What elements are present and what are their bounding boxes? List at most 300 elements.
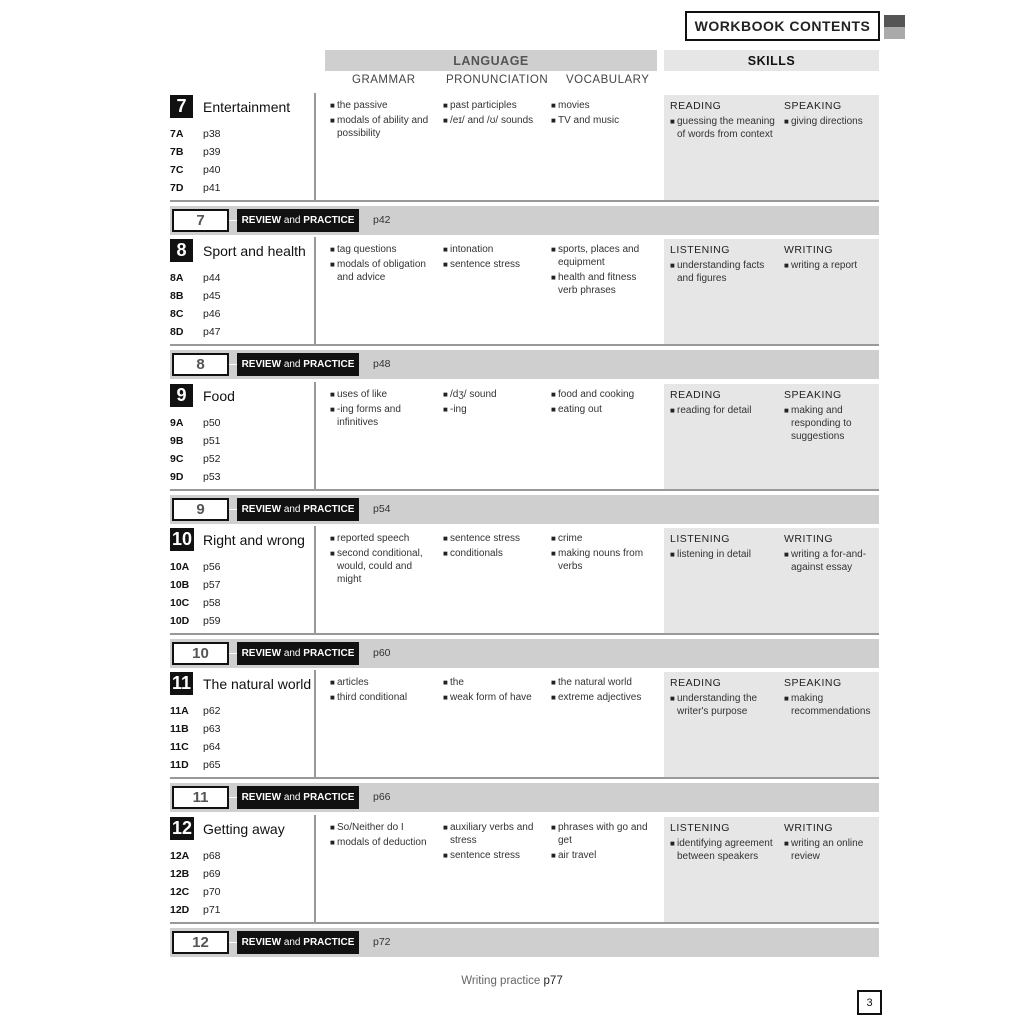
skill-name: WRITING: [784, 533, 833, 545]
review-bar: [170, 350, 879, 379]
skill-two: [784, 100, 874, 130]
vocabulary-item: [551, 99, 651, 112]
bullet-icon: ■: [443, 693, 448, 702]
review-practice-label[interactable]: [237, 209, 359, 232]
practice-word: PRACTICE: [303, 504, 355, 515]
review-word: REVIEW: [241, 359, 282, 370]
lesson-page: p65: [203, 759, 221, 771]
bullet-icon: ■: [443, 534, 448, 543]
skill-name: SPEAKING: [784, 100, 842, 112]
skill-name: READING: [670, 677, 722, 689]
lesson-row[interactable]: [170, 594, 221, 612]
skill-name: READING: [670, 100, 722, 112]
pronunciation-column: [443, 99, 543, 129]
review-bar: [170, 639, 879, 668]
skills-panel: [664, 95, 879, 200]
review-page: p66: [373, 791, 391, 803]
skill-item: [670, 115, 778, 141]
review-bar: [170, 206, 879, 235]
skill-text: making and responding to suggestions: [791, 405, 852, 442]
bullet-icon: ■: [330, 245, 335, 254]
vocabulary-item: [551, 821, 651, 847]
lesson-list: [170, 847, 221, 919]
lesson-row[interactable]: [170, 720, 221, 738]
lesson-code: 7C: [170, 164, 184, 176]
lesson-code: 7D: [170, 182, 184, 194]
lesson-row[interactable]: [170, 901, 221, 919]
pronunciation-item: [443, 691, 543, 704]
grammar-column: [330, 532, 435, 588]
skills-panel: [664, 672, 879, 777]
bullet-icon: ■: [443, 245, 448, 254]
lesson-code: 8B: [170, 290, 184, 302]
grammar-item: [330, 547, 435, 586]
bullet-icon: ■: [443, 678, 448, 687]
grammar-item: [330, 388, 435, 401]
practice-word: PRACTICE: [303, 648, 355, 659]
footer: [0, 975, 1024, 987]
practice-word: PRACTICE: [303, 937, 355, 948]
bullet-icon: ■: [551, 549, 556, 558]
unit-left-column: [170, 526, 316, 633]
pronunciation-item: [443, 676, 543, 689]
lesson-page: p38: [203, 128, 221, 140]
grammar-text: So/Neither do I: [337, 822, 404, 833]
grammar-column: [330, 388, 435, 431]
lesson-page: p44: [203, 272, 221, 284]
lesson-page: p58: [203, 597, 221, 609]
bullet-icon: ■: [670, 839, 675, 848]
vocabulary-item: [551, 271, 651, 297]
lesson-page: p41: [203, 182, 221, 194]
review-bar: [170, 928, 879, 957]
pronunciation-text: sentence stress: [450, 533, 521, 544]
skill-text: writing a report: [791, 260, 858, 271]
pronunciation-text: the: [450, 677, 464, 688]
skills-panel: [664, 239, 879, 344]
bullet-icon: ■: [443, 101, 448, 110]
review-unit-number: 11: [172, 786, 229, 809]
lesson-list: [170, 125, 221, 197]
pronunciation-text: /eɪ/ and /ʊ/ sounds: [450, 115, 534, 126]
vocabulary-text: eating out: [558, 404, 602, 415]
unit-left-column: [170, 382, 316, 489]
lesson-code: 10C: [170, 597, 190, 609]
vocabulary-item: [551, 114, 651, 127]
lesson-page: p51: [203, 435, 221, 447]
lesson-page: p56: [203, 561, 221, 573]
skill-item: [670, 692, 778, 718]
lesson-row[interactable]: [170, 125, 221, 143]
lesson-row[interactable]: [170, 738, 221, 756]
vocabulary-header: VOCABULARY: [566, 74, 650, 86]
pronunciation-text: past participles: [450, 100, 517, 111]
grammar-text: -ing forms and infinitives: [337, 404, 401, 428]
skill-one: [670, 100, 778, 143]
bullet-icon: ■: [443, 549, 448, 558]
footer-page: p77: [543, 975, 563, 987]
grammar-column: [330, 243, 435, 286]
review-bar: [170, 495, 879, 524]
skill-name: LISTENING: [670, 533, 730, 545]
bullet-icon: ■: [670, 406, 675, 415]
skills-panel: [664, 817, 879, 922]
vocabulary-text: air travel: [558, 850, 597, 861]
lesson-page: p69: [203, 868, 221, 880]
skill-item: [670, 548, 778, 561]
lesson-code: 11C: [170, 741, 189, 753]
bullet-icon: ■: [784, 406, 789, 415]
bullet-icon: ■: [330, 678, 335, 687]
lesson-row[interactable]: [170, 269, 221, 287]
grammar-item: [330, 403, 435, 429]
lesson-row[interactable]: [170, 450, 221, 468]
title-tab-dark: [884, 15, 905, 27]
review-page: p42: [373, 214, 391, 226]
bullet-icon: ■: [443, 390, 448, 399]
bullet-icon: ■: [443, 405, 448, 414]
lesson-row[interactable]: [170, 432, 221, 450]
unit-block: [170, 815, 879, 924]
skill-text: understanding facts and figures: [677, 260, 765, 284]
review-word: REVIEW: [241, 648, 282, 659]
skill-one: [670, 533, 778, 563]
bullet-icon: ■: [784, 550, 789, 559]
bullet-icon: ■: [551, 245, 556, 254]
bullet-icon: ■: [330, 534, 335, 543]
unit-block: [170, 237, 879, 346]
vocabulary-text: making nouns from verbs: [558, 548, 644, 572]
lesson-code: 10B: [170, 579, 190, 591]
unit-title: Getting away: [203, 821, 285, 837]
title-tab-light: [884, 27, 905, 39]
grammar-text: modals of ability and possibility: [337, 115, 429, 139]
pronunciation-column: [443, 532, 543, 562]
lesson-page: p71: [203, 904, 221, 916]
skill-name: SPEAKING: [784, 677, 842, 689]
pronunciation-item: [443, 532, 543, 545]
lesson-code: 9D: [170, 471, 184, 483]
lesson-page: p52: [203, 453, 221, 465]
lesson-page: p40: [203, 164, 221, 176]
lesson-page: p46: [203, 308, 221, 320]
unit-title: The natural world: [203, 676, 312, 692]
review-page: p48: [373, 358, 391, 370]
lesson-list: [170, 269, 221, 341]
skill-name: SPEAKING: [784, 389, 842, 401]
skill-name: WRITING: [784, 822, 833, 834]
pronunciation-text: weak form of have: [450, 692, 532, 703]
grammar-item: [330, 532, 435, 545]
bullet-icon: ■: [330, 693, 335, 702]
and-word: and: [283, 937, 301, 948]
lesson-page: p70: [203, 886, 221, 898]
skill-text: writing an online review: [791, 838, 864, 862]
grammar-column: [330, 676, 435, 706]
lesson-row[interactable]: [170, 179, 221, 197]
unit-title: Right and wrong: [203, 532, 305, 548]
lesson-code: 12A: [170, 850, 190, 862]
lesson-row[interactable]: [170, 847, 221, 865]
vocabulary-item: [551, 849, 651, 862]
vocabulary-text: phrases with go and get: [558, 822, 648, 846]
grammar-column: [330, 821, 435, 851]
grammar-item: [330, 836, 435, 849]
skill-item: [784, 548, 874, 574]
lesson-page: p62: [203, 705, 221, 717]
pronunciation-column: [443, 388, 543, 418]
lesson-row[interactable]: [170, 143, 221, 161]
lesson-code: 7B: [170, 146, 184, 158]
grammar-column: [330, 99, 435, 142]
lesson-code: 8A: [170, 272, 184, 284]
grammar-text: modals of obligation and advice: [337, 259, 426, 283]
grammar-text: the passive: [337, 100, 388, 111]
lesson-code: 9A: [170, 417, 184, 429]
footer-text: Writing practice: [461, 975, 541, 987]
review-word: REVIEW: [241, 504, 282, 515]
lesson-row[interactable]: [170, 702, 221, 720]
bullet-icon: ■: [784, 839, 789, 848]
lesson-page: p53: [203, 471, 221, 483]
review-practice-label[interactable]: [237, 642, 359, 665]
lesson-page: p68: [203, 850, 221, 862]
vocabulary-text: health and fitness verb phrases: [558, 272, 637, 296]
lesson-row[interactable]: [170, 305, 221, 323]
grammar-item: [330, 676, 435, 689]
page-number: 3: [857, 990, 882, 1015]
lesson-row[interactable]: [170, 612, 221, 630]
lesson-row[interactable]: [170, 576, 221, 594]
bullet-icon: ■: [330, 260, 335, 269]
pronunciation-column: [443, 243, 543, 273]
and-word: and: [283, 359, 301, 370]
lesson-code: 10D: [170, 615, 190, 627]
bullet-icon: ■: [670, 550, 675, 559]
skill-item: [670, 404, 778, 417]
review-practice-label[interactable]: [237, 353, 359, 376]
vocabulary-item: [551, 403, 651, 416]
bullet-icon: ■: [551, 693, 556, 702]
review-unit-number: 7: [172, 209, 229, 232]
bullet-icon: ■: [443, 116, 448, 125]
lesson-code: 9B: [170, 435, 184, 447]
pronunciation-text: intonation: [450, 244, 494, 255]
skills-header: SKILLS: [664, 50, 879, 71]
lesson-code: 11B: [170, 723, 189, 735]
bullet-icon: ■: [670, 261, 675, 270]
vocabulary-column: [551, 676, 651, 706]
lesson-code: 8D: [170, 326, 184, 338]
review-practice-label[interactable]: [237, 786, 359, 809]
pronunciation-item: [443, 258, 543, 271]
lesson-row[interactable]: [170, 323, 221, 341]
grammar-text: uses of like: [337, 389, 388, 400]
bullet-icon: ■: [330, 101, 335, 110]
grammar-item: [330, 243, 435, 256]
bullet-icon: ■: [670, 117, 675, 126]
and-word: and: [283, 648, 301, 659]
unit-left-column: [170, 237, 316, 344]
unit-number: 7: [170, 95, 193, 118]
review-unit-number: 10: [172, 642, 229, 665]
lesson-row[interactable]: [170, 883, 221, 901]
unit-title: Sport and health: [203, 243, 306, 259]
grammar-item: [330, 114, 435, 140]
vocabulary-column: [551, 388, 651, 418]
unit-number: 9: [170, 384, 193, 407]
pronunciation-text: -ing: [450, 404, 467, 415]
bullet-icon: ■: [784, 117, 789, 126]
grammar-item: [330, 691, 435, 704]
skill-two: [784, 244, 874, 274]
unit-number: 11: [172, 673, 192, 693]
lesson-code: 9C: [170, 453, 184, 465]
practice-word: PRACTICE: [303, 792, 355, 803]
bullet-icon: ■: [330, 116, 335, 125]
vocabulary-column: [551, 99, 651, 129]
lesson-code: 7A: [170, 128, 184, 140]
vocabulary-item: [551, 691, 651, 704]
unit-title: Food: [203, 388, 235, 404]
skill-two: [784, 389, 874, 445]
unit-title: Entertainment: [203, 99, 291, 115]
unit-number: 12: [172, 818, 193, 838]
skill-two: [784, 822, 874, 865]
skill-text: writing a for-and-against essay: [791, 549, 867, 573]
review-bar: [170, 783, 879, 812]
lesson-page: p59: [203, 615, 221, 627]
lesson-row[interactable]: [170, 161, 221, 179]
skill-text: identifying agreement between speakers: [677, 838, 773, 862]
grammar-text: second conditional, would, could and might: [337, 548, 423, 585]
grammar-item: [330, 258, 435, 284]
skill-name: LISTENING: [670, 244, 730, 256]
skill-text: understanding the writer's purpose: [677, 693, 758, 717]
lesson-row[interactable]: [170, 414, 221, 432]
lesson-row[interactable]: [170, 558, 221, 576]
pronunciation-text: conditionals: [450, 548, 503, 559]
bullet-icon: ■: [330, 838, 335, 847]
lesson-page: p57: [203, 579, 221, 591]
vocabulary-text: food and cooking: [558, 389, 635, 400]
skill-one: [670, 244, 778, 287]
pronunciation-column: [443, 676, 543, 706]
review-practice-label[interactable]: [237, 931, 359, 954]
pronunciation-text: /dʒ/ sound: [450, 389, 497, 400]
pronunciation-item: [443, 99, 543, 112]
lesson-row[interactable]: [170, 756, 221, 774]
lesson-list: [170, 558, 221, 630]
lesson-page: p45: [203, 290, 221, 302]
bullet-icon: ■: [551, 390, 556, 399]
grammar-text: modals of deduction: [337, 837, 427, 848]
lesson-code: 10A: [170, 561, 190, 573]
lesson-list: [170, 414, 221, 486]
bullet-icon: ■: [551, 678, 556, 687]
skill-item: [670, 259, 778, 285]
unit-left-column: [170, 815, 316, 922]
vocabulary-column: [551, 243, 651, 299]
skill-text: guessing the meaning of words from context: [677, 116, 775, 140]
lesson-page: p39: [203, 146, 221, 158]
lesson-row[interactable]: [170, 865, 221, 883]
language-header: LANGUAGE: [325, 50, 657, 71]
review-page: p54: [373, 503, 391, 515]
lesson-row[interactable]: [170, 468, 221, 486]
pronunciation-item: [443, 114, 543, 127]
pronunciation-item: [443, 388, 543, 401]
bullet-icon: ■: [443, 851, 448, 860]
skill-name: READING: [670, 389, 722, 401]
practice-word: PRACTICE: [303, 359, 355, 370]
grammar-text: tag questions: [337, 244, 397, 255]
pronunciation-item: [443, 547, 543, 560]
pronunciation-header: PRONUNCIATION: [446, 74, 549, 86]
lesson-page: p50: [203, 417, 221, 429]
skill-two: [784, 677, 874, 720]
lesson-code: 11D: [170, 759, 189, 771]
grammar-item: [330, 821, 435, 834]
pronunciation-item: [443, 821, 543, 847]
bullet-icon: ■: [551, 273, 556, 282]
vocabulary-text: sports, places and equipment: [558, 244, 640, 268]
bullet-icon: ■: [670, 694, 675, 703]
review-page: p60: [373, 647, 391, 659]
bullet-icon: ■: [443, 823, 448, 832]
skill-item: [784, 404, 874, 443]
skill-text: reading for detail: [677, 405, 752, 416]
bullet-icon: ■: [551, 534, 556, 543]
pronunciation-item: [443, 403, 543, 416]
pronunciation-column: [443, 821, 543, 864]
unit-block: [170, 526, 879, 635]
vocabulary-text: TV and music: [558, 115, 620, 126]
bullet-icon: ■: [551, 851, 556, 860]
bullet-icon: ■: [551, 101, 556, 110]
review-unit-number: 12: [172, 931, 229, 954]
lesson-page: p63: [203, 723, 221, 735]
vocabulary-column: [551, 532, 651, 575]
grammar-text: reported speech: [337, 533, 410, 544]
skill-two: [784, 533, 874, 576]
review-page: p72: [373, 936, 391, 948]
vocabulary-item: [551, 532, 651, 545]
and-word: and: [283, 792, 301, 803]
bullet-icon: ■: [784, 261, 789, 270]
bullet-icon: ■: [551, 116, 556, 125]
lesson-code: 12B: [170, 868, 190, 880]
unit-block: [170, 93, 879, 202]
and-word: and: [283, 215, 301, 226]
pronunciation-text: sentence stress: [450, 850, 521, 861]
review-unit-number: 8: [172, 353, 229, 376]
pronunciation-item: [443, 849, 543, 862]
vocabulary-text: extreme adjectives: [558, 692, 642, 703]
workbook-contents-title: WORKBOOK CONTENTS: [685, 11, 880, 41]
vocabulary-item: [551, 388, 651, 401]
review-practice-label[interactable]: [237, 498, 359, 521]
skill-one: [670, 677, 778, 720]
lesson-code: 12C: [170, 886, 190, 898]
grammar-header: GRAMMAR: [352, 74, 416, 86]
unit-number: 8: [170, 239, 193, 262]
unit-left-column: [170, 93, 316, 200]
vocabulary-item: [551, 243, 651, 269]
lesson-row[interactable]: [170, 287, 221, 305]
unit-number: 10: [172, 529, 193, 549]
pronunciation-text: auxiliary verbs and stress: [450, 822, 534, 846]
